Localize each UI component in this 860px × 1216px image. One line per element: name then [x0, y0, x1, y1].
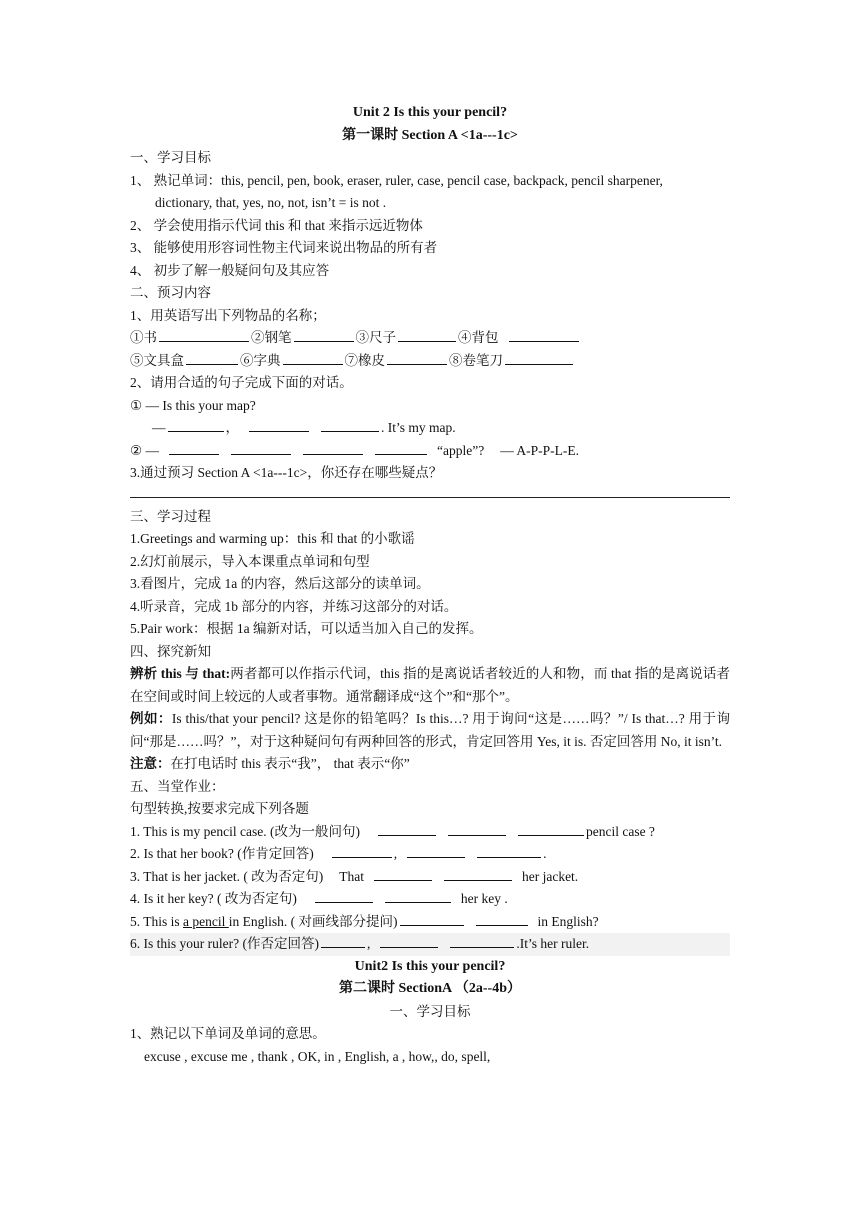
dialogue-2-answer: — A-P-P-L-E. — [500, 442, 579, 458]
answer-blank[interactable] — [315, 888, 373, 903]
note-paragraph — [130, 753, 730, 776]
goal-item-1-continued: dictionary, that, yes, no, not, isn’t = is not . — [155, 195, 387, 210]
goal-1-number: 1、 — [130, 172, 151, 188]
answer-blank[interactable] — [321, 417, 379, 432]
preview-question-2: 2、请用合适的句子完成下面的对话。 — [130, 375, 353, 390]
answer-blank[interactable] — [385, 888, 451, 903]
goal-1-text: 熟记单词：this, pencil, pen, book, eraser, ruler, case, pencil case, backpack, pencil sharpener, — [150, 172, 663, 188]
preview-question-3: 3.通过预习 Section A <1a---1c>，你还存在哪些疑点？ — [130, 465, 443, 480]
exercise-1-text: 1. This is my pencil case. (改为一般问句) — [130, 823, 360, 839]
goal-item-4: 4、 初步了解一般疑问句及其应答 — [130, 262, 330, 278]
answer-blank[interactable] — [476, 911, 528, 926]
document-page — [130, 102, 730, 1068]
answer-blank[interactable] — [168, 417, 224, 432]
exercise-3-tail: her jacket. — [521, 868, 579, 884]
answer-blank[interactable] — [231, 440, 291, 455]
note-text: 在打电话时 this 表示“我”， that 表示“你” — [170, 756, 410, 771]
answer-blank[interactable] — [332, 843, 392, 858]
answer-line-divider[interactable] — [130, 485, 730, 498]
vocab-label: ③尺子 — [355, 330, 396, 345]
answer-blank[interactable] — [518, 821, 584, 836]
comma: , — [393, 846, 398, 861]
answer-blank[interactable] — [444, 866, 512, 881]
answer-blank[interactable] — [169, 440, 219, 455]
analysis-text: 两者都可以作指示代词，this 指的是离说话者较近的人和物，而 that 指的是离说话者在空间或时间上较远的人或者事物。通常翻译成“这个”和“那个”。 — [130, 666, 730, 704]
section-heading-explore: 四、探究新知 — [130, 643, 211, 659]
dialogue-2-prefix: ② — — [130, 442, 159, 458]
exercise-1 — [130, 821, 730, 844]
answer-blank[interactable] — [186, 350, 238, 365]
exercise-6-tail: .It’s her ruler. — [516, 936, 590, 951]
vocab-row-1 — [130, 327, 730, 350]
exercise-1-tail: pencil case ? — [585, 823, 655, 839]
dialogue-1-answer-text: . It’s my map. — [381, 420, 456, 435]
answer-blank[interactable] — [374, 866, 432, 881]
goal-item-2-1: 1、熟记以下单词及单词的意思。 — [130, 1026, 326, 1041]
vocab-label: ⑥字典 — [240, 352, 281, 368]
process-step: 2.幻灯前展示，导入本课重点单词和句型 — [130, 553, 370, 569]
exercise-5-start: 5. This is — [130, 913, 184, 929]
unit-title: Unit 2 Is this your pencil? — [352, 105, 508, 120]
answer-blank[interactable] — [509, 327, 579, 342]
exercise-5 — [130, 911, 730, 934]
exercise-2 — [130, 843, 730, 866]
section-heading-goals: 一、学习目标 — [130, 150, 211, 165]
exercise-6 — [130, 933, 730, 956]
answer-blank[interactable] — [283, 350, 343, 365]
lesson-subtitle-2: 第二课时 SectionA （2a--4b） — [339, 981, 521, 996]
section-heading-process: 三、学习过程 — [130, 508, 211, 524]
analysis-paragraph — [130, 663, 730, 708]
analysis-label: 辨析 this 与 that: — [130, 666, 231, 681]
lesson-subtitle: 第一课时 Section A <1a---1c> — [342, 127, 518, 143]
goal-item-1 — [130, 170, 730, 193]
comma: , — [366, 936, 371, 951]
process-step: 3.看图片，完成 1a 的内容，然后这部分的读单词。 — [130, 576, 430, 591]
dialogue-2-apple: “apple”? — [436, 442, 485, 458]
process-step: 5.Pair work：根据 1a 编新对话，可以适当加入自己的发挥。 — [130, 621, 483, 636]
answer-blank[interactable] — [249, 417, 309, 432]
comma: ， — [225, 420, 239, 435]
word-list: excuse , excuse me , thank , OK, in , English, a , how,, do, spell, — [144, 1048, 491, 1064]
answer-blank[interactable] — [505, 350, 573, 365]
answer-blank[interactable] — [477, 843, 541, 858]
goal-item-3: 3、 能够使用形容词性物主代词来说出物品的所有者 — [130, 240, 438, 255]
goal-item-2: 2、 学会使用指示代词 this 和 that 来指示远近物体 — [130, 217, 423, 233]
vocab-label: ⑦橡皮 — [344, 352, 385, 368]
example-text: Is this/that your pencil? 这是你的铅笔吗？Is this…? 用于询问“这是……吗？”/ Is that…? 用于询问“那是……吗？”，对于这种疑问句有两种回答的形式，肯定回答用 Yes, it is. 否定回答用 No, it isn’t. — [130, 711, 731, 749]
example-paragraph — [130, 708, 730, 753]
answer-blank[interactable] — [378, 821, 436, 836]
vocab-label: ④背包 — [458, 330, 499, 345]
answer-blank[interactable] — [448, 821, 506, 836]
process-step: 4.听录音，完成 1b 部分的内容，并练习这部分的对话。 — [130, 598, 458, 614]
vocab-row-2 — [130, 350, 730, 373]
answer-blank[interactable] — [321, 933, 365, 948]
answer-blank[interactable] — [387, 350, 447, 365]
vocab-label: ①书 — [130, 330, 157, 345]
vocab-label: ⑤文具盒 — [130, 352, 184, 368]
vocab-label: ⑧卷笔刀 — [449, 352, 503, 368]
dialogue-1-answer — [130, 417, 730, 440]
exercise-2-text: 2. Is that her book? (作肯定回答) — [130, 846, 314, 861]
section-heading-goals-2: 一、学习目标 — [389, 1003, 471, 1019]
section-heading-preview: 二、预习内容 — [130, 285, 211, 300]
answer-blank[interactable] — [159, 327, 249, 342]
process-step: 1.Greetings and warming up：this 和 that 的小歌谣 — [130, 531, 415, 546]
answer-blank[interactable] — [398, 327, 456, 342]
exercise-4 — [130, 888, 730, 911]
vocab-label: ②钢笔 — [251, 330, 292, 345]
answer-blank[interactable] — [407, 843, 465, 858]
exercise-3-that: That — [339, 868, 364, 884]
answer-blank[interactable] — [400, 911, 464, 926]
dash: — — [152, 420, 166, 435]
answer-blank[interactable] — [303, 440, 363, 455]
exercise-3 — [130, 866, 730, 889]
exercise-4-text: 4. Is it her key? ( 改为否定句) — [130, 891, 297, 906]
section-heading-homework: 五、当堂作业： — [130, 778, 225, 794]
period: . — [543, 846, 547, 861]
exercise-intro: 句型转换,按要求完成下列各题 — [130, 801, 309, 816]
dialogue-2 — [130, 440, 730, 463]
answer-blank[interactable] — [380, 933, 438, 948]
exercise-5-tail: in English? — [537, 913, 599, 929]
exercise-6-text: 6. Is this your ruler? (作否定回答) — [130, 936, 319, 951]
answer-blank[interactable] — [375, 440, 427, 455]
unit-title-2: Unit2 Is this your pencil? — [354, 958, 506, 974]
dialogue-1-question: ① — Is this your map? — [130, 397, 256, 413]
exercise-4-tail: her key . — [460, 891, 508, 906]
example-label: 例如： — [130, 711, 172, 726]
preview-question-1: 1、用英语写出下列物品的名称； — [130, 307, 326, 323]
exercise-3-text: 3. That is her jacket. ( 改为否定句) — [130, 868, 324, 884]
exercise-5-text: in English. ( 对画线部分提问) — [228, 913, 398, 929]
answer-blank[interactable] — [294, 327, 354, 342]
exercise-5-underlined: a pencil — [183, 913, 229, 929]
note-label: 注意： — [130, 756, 171, 771]
answer-blank[interactable] — [450, 933, 514, 948]
